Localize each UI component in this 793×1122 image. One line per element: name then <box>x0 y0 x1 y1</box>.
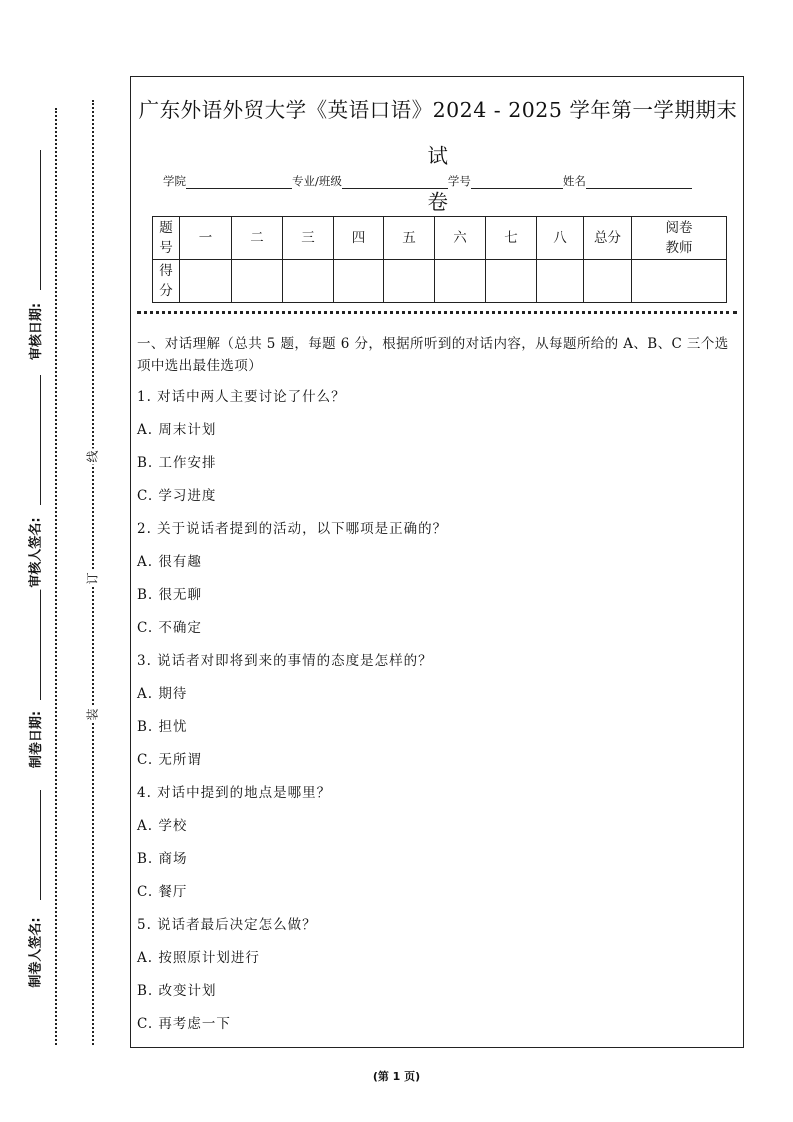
score-cell-total[interactable] <box>584 260 632 303</box>
exam-frame <box>130 76 744 1048</box>
option-a[interactable]: A. 周末计划 <box>137 422 217 438</box>
option-c[interactable]: C. 餐厅 <box>137 884 188 900</box>
header-cell: 一 <box>180 217 232 260</box>
score-cell[interactable] <box>334 260 384 303</box>
major-label: 专业/班级 <box>292 174 342 188</box>
binding-line-char: 线 <box>85 450 100 463</box>
maker-sign-field[interactable] <box>40 790 41 900</box>
question-stem: 5. 说话者最后决定怎么做？ <box>137 917 317 933</box>
section-1 <box>137 333 741 1046</box>
score-table-score-row <box>153 260 727 303</box>
option-b[interactable]: B. 工作安排 <box>137 455 217 471</box>
binding-staple-char: 订 <box>85 572 100 585</box>
score-cell[interactable] <box>537 260 584 303</box>
score-table <box>152 216 727 303</box>
question-3 <box>137 650 741 782</box>
exam-title <box>131 87 745 225</box>
option-b[interactable]: B. 很无聊 <box>137 587 203 603</box>
score-cell-grader[interactable] <box>632 260 727 303</box>
name-label: 姓名 <box>562 174 586 188</box>
question-4 <box>137 782 741 914</box>
reviewer-sign-field[interactable] <box>40 375 41 505</box>
option-c[interactable]: C. 学习进度 <box>137 488 217 504</box>
header-cell-total: 总分 <box>584 217 632 260</box>
maker-date-field[interactable] <box>40 585 41 700</box>
header-cell-question-no: 题 号 <box>153 217 180 260</box>
score-cell[interactable] <box>283 260 334 303</box>
question-stem: 1. 对话中两人主要讨论了什么？ <box>137 389 346 405</box>
question-stem: 3. 说话者对即将到来的事情的态度是怎样的？ <box>137 653 433 669</box>
option-b[interactable]: B. 商场 <box>137 851 188 867</box>
header-cell-grader: 阅卷 教师 <box>632 217 727 260</box>
name-field[interactable] <box>586 176 692 189</box>
header-cell: 六 <box>435 217 486 260</box>
question-stem: 4. 对话中提到的地点是哪里？ <box>137 785 332 801</box>
score-table-header-row <box>153 217 727 260</box>
student-info-row <box>163 173 723 189</box>
option-a[interactable]: A. 学校 <box>137 818 188 834</box>
option-b[interactable]: B. 担忧 <box>137 719 188 735</box>
college-label: 学院 <box>163 174 186 188</box>
outer-dotted-line <box>55 108 57 1045</box>
score-row-label: 得 分 <box>153 260 180 303</box>
score-cell[interactable] <box>435 260 486 303</box>
maker-date-label: 制卷日期: <box>25 709 44 770</box>
exam-title-line2: 卷 <box>427 190 449 214</box>
question-2 <box>137 518 741 650</box>
section-1-header: 一、对话理解（总共 5 题，每题 6 分，根据所听到的对话内容，从每题所给的 A、B、C 三个选项中选出最佳选项） <box>137 336 729 374</box>
exam-title-line1: 广东外语外贸大学《英语口语》2024 - 2025 学年第一学期期末试 <box>138 98 738 168</box>
review-date-field[interactable] <box>40 150 41 290</box>
question-1 <box>137 386 741 518</box>
score-cell[interactable] <box>486 260 537 303</box>
option-c[interactable]: C. 不确定 <box>137 620 202 636</box>
page-number: (第 1 页) <box>372 1070 421 1083</box>
question-5 <box>137 914 741 1046</box>
header-cell: 五 <box>384 217 435 260</box>
maker-sign-label: 制卷人签名: <box>25 915 44 989</box>
binding-margin <box>0 0 120 1122</box>
header-cell: 二 <box>232 217 283 260</box>
reviewer-sign-label: 审核人签名: <box>25 515 44 589</box>
student-id-label: 学号 <box>447 174 471 188</box>
question-stem: 2. 关于说话者提到的活动，以下哪项是正确的？ <box>137 521 448 537</box>
review-date-label: 审核日期: <box>25 301 44 362</box>
option-c[interactable]: C. 无所谓 <box>137 752 202 768</box>
student-id-field[interactable] <box>471 176 563 189</box>
college-field[interactable] <box>186 176 292 189</box>
option-a[interactable]: A. 按照原计划进行 <box>137 950 260 966</box>
option-b[interactable]: B. 改变计划 <box>137 983 217 999</box>
score-cell[interactable] <box>180 260 232 303</box>
score-cell[interactable] <box>232 260 283 303</box>
header-cell: 四 <box>334 217 384 260</box>
header-cell: 三 <box>283 217 334 260</box>
dotted-separator <box>137 311 737 314</box>
header-cell: 八 <box>537 217 584 260</box>
binding-bind-char: 装 <box>85 708 100 721</box>
score-cell[interactable] <box>384 260 435 303</box>
major-field[interactable] <box>342 176 448 189</box>
option-c[interactable]: C. 再考虑一下 <box>137 1016 231 1032</box>
header-cell: 七 <box>486 217 537 260</box>
option-a[interactable]: A. 期待 <box>137 686 188 702</box>
option-a[interactable]: A. 很有趣 <box>137 554 202 570</box>
